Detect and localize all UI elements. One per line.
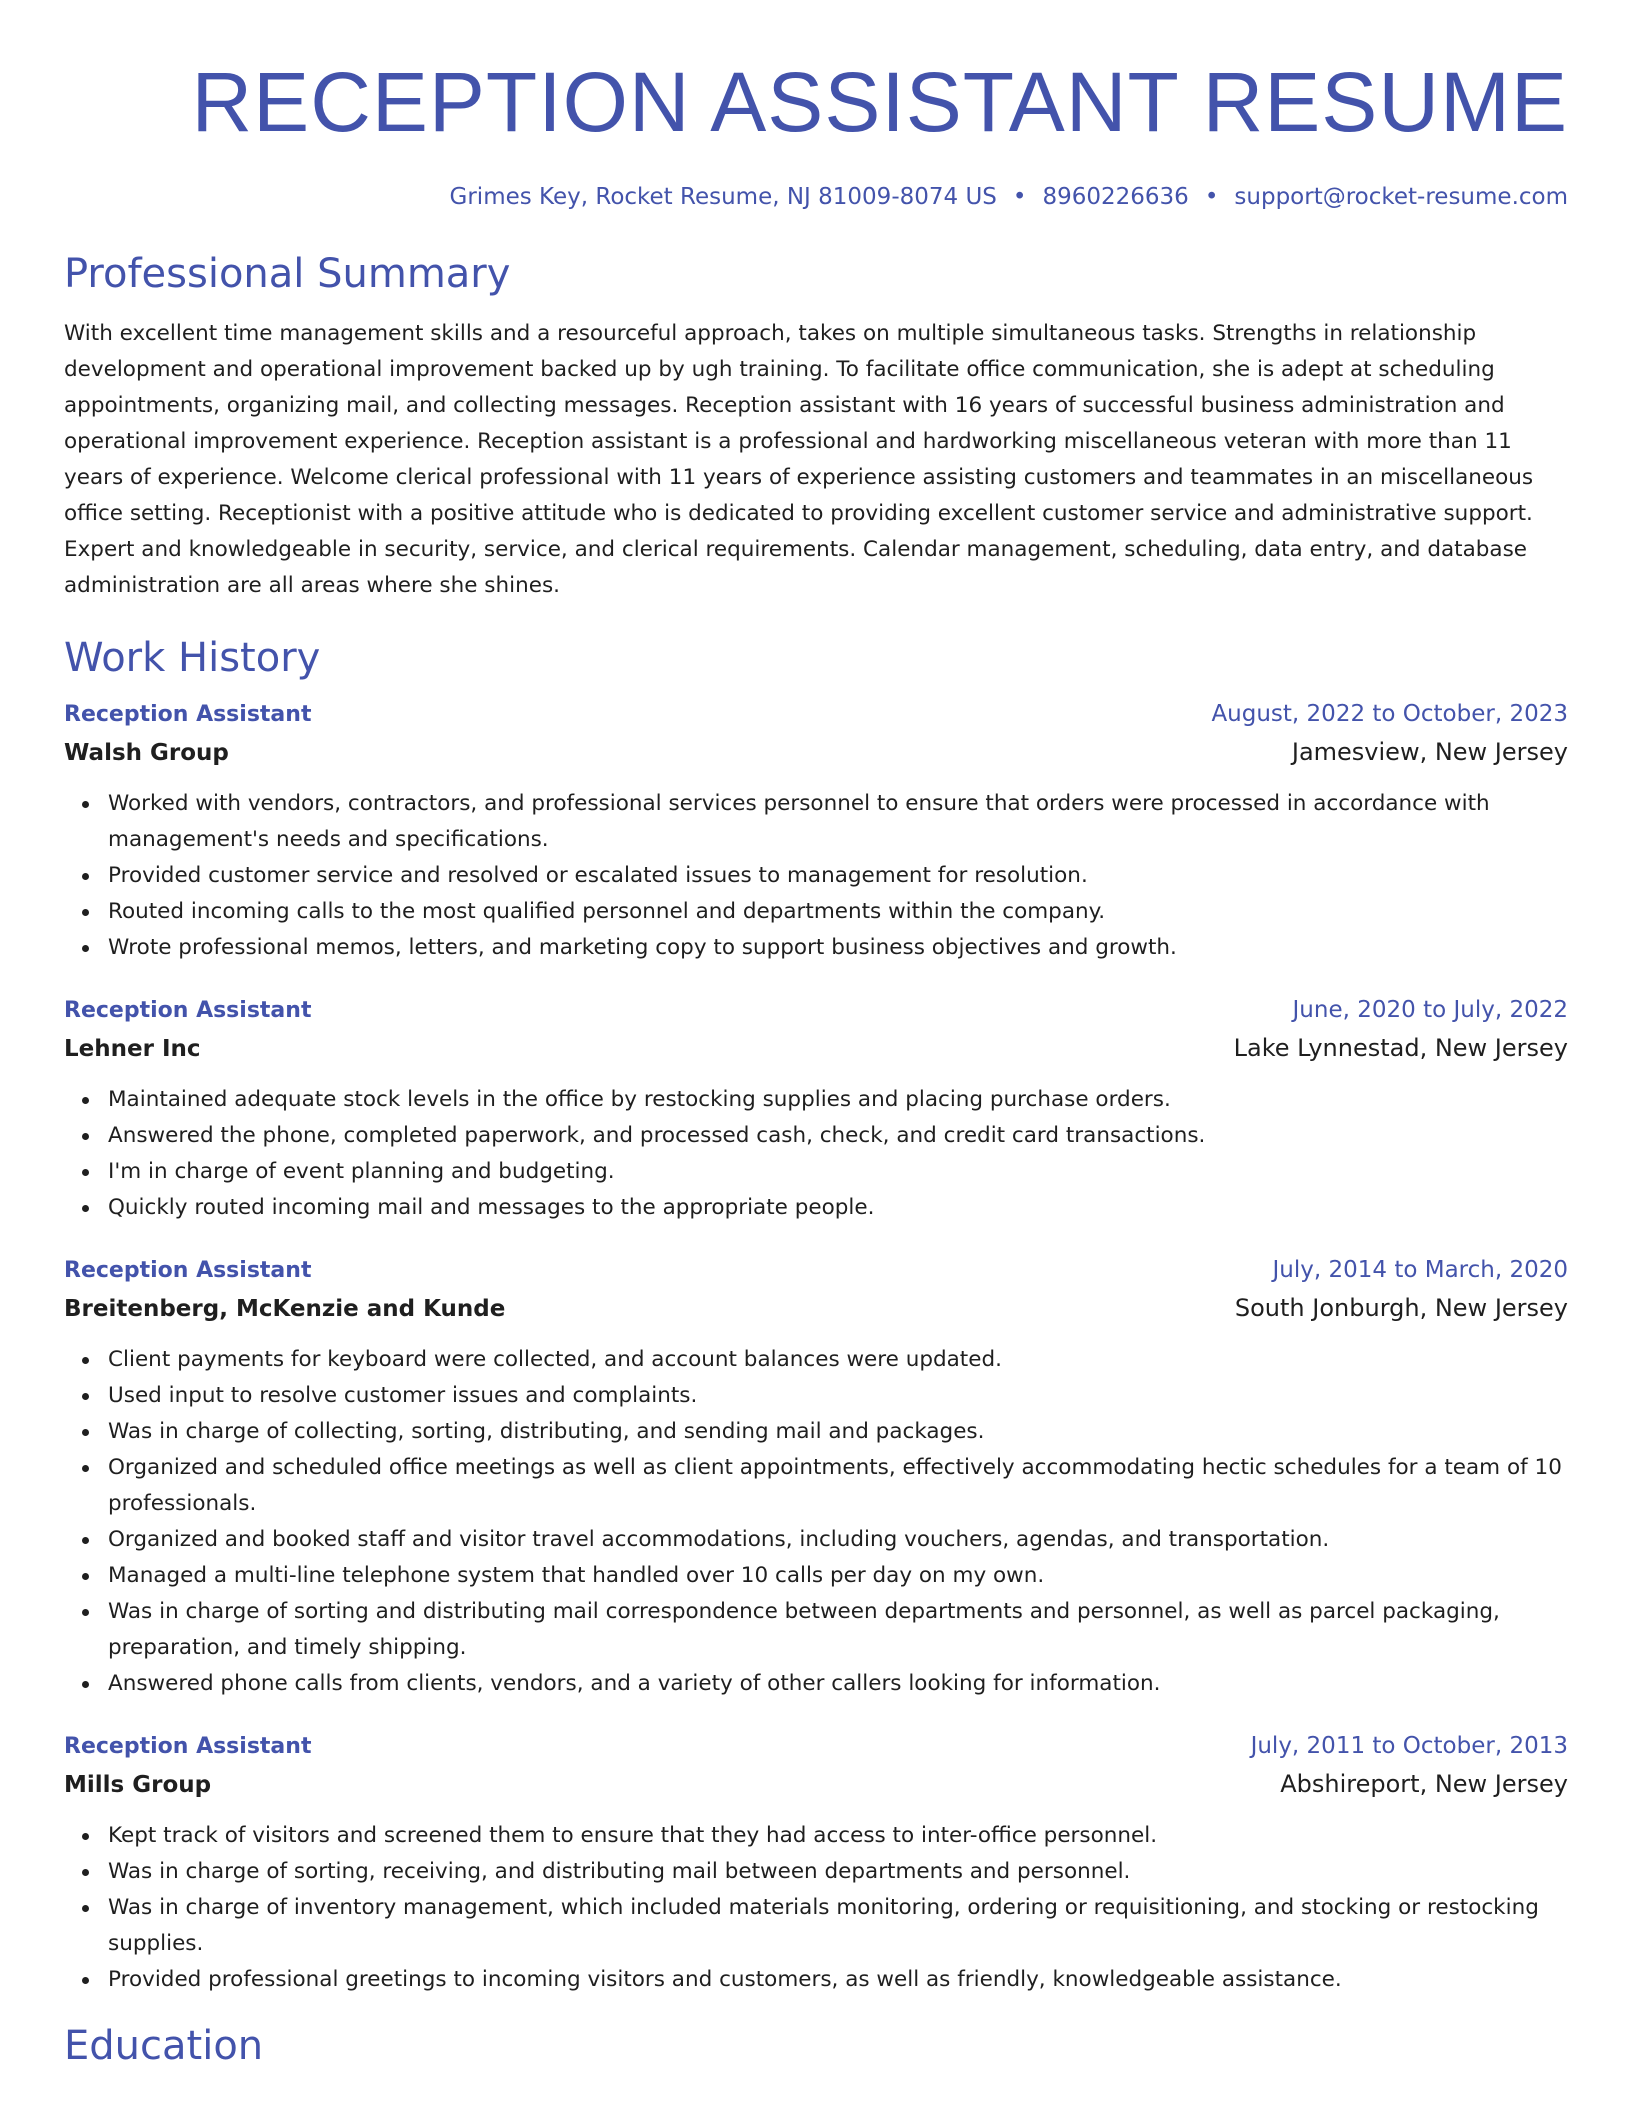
job-location: Jamesview, New Jersey (1291, 738, 1568, 766)
education-heading: Education (64, 2023, 264, 2069)
job-bullet: Managed a multi-line telephone system that handled over 10 calls per day on my own. (108, 1558, 1568, 1594)
job-bullet: I'm in charge of event planning and budgeting. (108, 1154, 1568, 1190)
job-bullet: Was in charge of inventory management, which included materials monitoring, ordering or requisitioning, and stocking or restocking supplies. (108, 1890, 1568, 1962)
summary-heading: Professional Summary (64, 251, 511, 297)
job-title: Reception Assistant (64, 702, 312, 727)
job-bullet: Provided professional greetings to incoming visitors and customers, as well as friendly, knowledgeable assistance. (108, 1962, 1568, 1998)
job-company-row (64, 733, 1568, 772)
bullet-separator: • (1012, 184, 1027, 210)
job-bullets (64, 786, 1568, 966)
job-location: Abshireport, New Jersey (1280, 1770, 1568, 1798)
job-entry (64, 1252, 1568, 1702)
job-entry (64, 992, 1568, 1226)
job-title: Reception Assistant (64, 998, 312, 1023)
job-company-row (64, 1289, 1568, 1328)
job-title: Reception Assistant (64, 1734, 312, 1759)
summary-text: With excellent time management skills and a resourceful approach, takes on multiple simultaneous tasks. Strengths in relationship development and operational improvement backed up by ugh training. To facilitate office communication, she is adept at scheduling appointments, organizing mail, and collecting messages. Reception assistant with 16 years of successful business administration and operational improvement experience. Reception assistant is a professional and hardworking miscellaneous veteran with more than 11 years of experience. Welcome clerical professional with 11 years of experience assisting customers and teammates in an miscellaneous office setting. Receptionist with a positive attitude who is dedicated to providing excellent customer service and administrative support. Expert and knowledgeable in security, service, and clerical requirements. Calendar management, scheduling, data entry, and database administration are all areas where she shines. (64, 321, 1534, 598)
job-bullet: Provided customer service and resolved or escalated issues to management for resolution. (108, 858, 1568, 894)
job-company: Breitenberg, McKenzie and Kunde (64, 1296, 506, 1322)
resume-title: RECEPTION ASSISTANT RESUME (191, 55, 1568, 149)
job-header-row (64, 992, 1568, 1029)
job-entry (64, 1728, 1568, 1998)
job-bullet: Wrote professional memos, letters, and marketing copy to support business objectives and growth. (108, 930, 1568, 966)
job-bullets (64, 1818, 1568, 1998)
job-bullets (64, 1082, 1568, 1226)
job-company: Walsh Group (64, 740, 229, 766)
job-dates: June, 2020 to July, 2022 (1292, 997, 1568, 1023)
job-company: Lehner Inc (64, 1036, 201, 1062)
job-bullet: Was in charge of sorting and distributing mail correspondence between departments and personnel, as well as parcel packaging, preparation, and timely shipping. (108, 1594, 1568, 1666)
job-bullet: Organized and booked staff and visitor travel accommodations, including vouchers, agendas, and transportation. (108, 1522, 1568, 1558)
contact-email: support@rocket-resume.com (1234, 184, 1568, 210)
job-header-row (64, 1728, 1568, 1765)
job-bullet: Answered the phone, completed paperwork, and processed cash, check, and credit card transactions. (108, 1118, 1568, 1154)
job-company-row (64, 1765, 1568, 1804)
job-bullet: Answered phone calls from clients, vendors, and a variety of other callers looking for information. (108, 1666, 1568, 1702)
job-bullet: Was in charge of sorting, receiving, and distributing mail between departments and personnel. (108, 1854, 1568, 1890)
contact-phone: 8960226636 (1042, 184, 1189, 210)
job-bullet: Was in charge of collecting, sorting, distributing, and sending mail and packages. (108, 1414, 1568, 1450)
job-bullet: Organized and scheduled office meetings as well as client appointments, effectively accommodating hectic schedules for a team of 10 professionals. (108, 1450, 1568, 1522)
job-bullet: Used input to resolve customer issues and complaints. (108, 1378, 1568, 1414)
work-history-heading: Work History (64, 635, 321, 681)
job-dates: July, 2014 to March, 2020 (1272, 1257, 1568, 1283)
job-bullet: Quickly routed incoming mail and messages to the appropriate people. (108, 1190, 1568, 1226)
job-dates: July, 2011 to October, 2013 (1250, 1733, 1568, 1759)
job-title: Reception Assistant (64, 1258, 312, 1283)
job-location: South Jonburgh, New Jersey (1234, 1294, 1568, 1322)
job-company: Mills Group (64, 1772, 212, 1798)
bullet-separator: • (1204, 184, 1219, 210)
job-header-row (64, 696, 1568, 733)
job-header-row (64, 1252, 1568, 1289)
job-bullet: Worked with vendors, contractors, and professional services personnel to ensure that orders were processed in accordance with management's needs and specifications. (108, 786, 1568, 858)
job-entry (64, 696, 1568, 966)
job-location: Lake Lynnestad, New Jersey (1233, 1034, 1568, 1062)
job-bullet: Kept track of visitors and screened them to ensure that they had access to inter-office personnel. (108, 1818, 1568, 1854)
job-company-row (64, 1029, 1568, 1068)
job-bullets (64, 1342, 1568, 1702)
job-bullet: Client payments for keyboard were collected, and account balances were updated. (108, 1342, 1568, 1378)
contact-address: Grimes Key, Rocket Resume, NJ 81009-8074 US (449, 184, 997, 210)
contact-line (64, 182, 1568, 212)
job-bullet: Maintained adequate stock levels in the office by restocking supplies and placing purchase orders. (108, 1082, 1568, 1118)
job-dates: August, 2022 to October, 2023 (1211, 701, 1568, 727)
job-bullet: Routed incoming calls to the most qualified personnel and departments within the company. (108, 894, 1568, 930)
